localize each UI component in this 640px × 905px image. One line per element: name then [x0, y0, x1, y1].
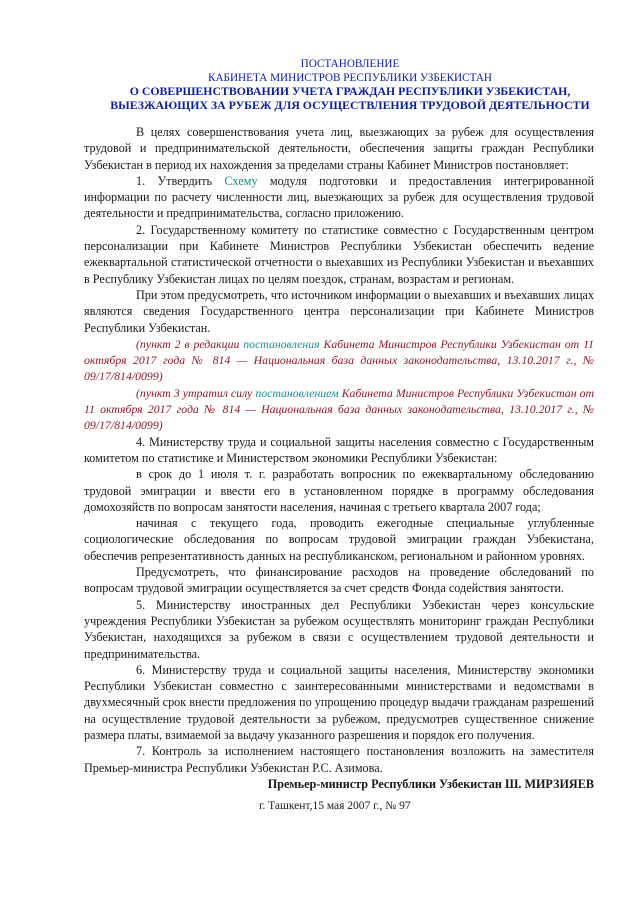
- item-7-paragraph: 7. Контроль за исполнением настоящего постановления возложить на заместителя Премьер-министра Республики Узбекистан Р.С. Азимова.: [84, 744, 594, 775]
- document-body: [84, 124, 594, 814]
- item-1-paragraph: [84, 173, 594, 222]
- item-4-subitem-b: начиная с текущего года, проводить ежегодные специальные углубленные социологические обследования по вопросам трудовой эмиграции граждан Узбекистана, обеспечив репрезентативность данных на республиканском, региональном и районном уровнях.: [84, 516, 594, 563]
- scheme-link[interactable]: Схему: [224, 173, 258, 188]
- resolution-link-1[interactable]: постановления: [243, 336, 320, 351]
- doc-subject-line-2: ВЫЕЗЖАЮЩИХ ЗА РУБЕЖ ДЛЯ ОСУЩЕСТВЛЕНИЯ ТРУДОВОЙ ДЕЯТЕЛЬНОСТИ: [110, 97, 590, 112]
- item-4-paragraph: 4. Министерству труда и социальной защиты населения совместно с Государственным комитетом по статистике и Министерством экономики Республики Узбекистан:: [84, 434, 594, 465]
- note-2-text-start: (пункт 3 утратил силу: [136, 385, 256, 400]
- issuer-title: КАБИНЕТА МИНИСТРОВ РЕСПУБЛИКИ УЗБЕКИСТАН: [207, 71, 493, 84]
- doc-subject-line-1: О СОВЕРШЕНСТВОВАНИИ УЧЕТА ГРАЖДАН РЕСПУБЛИКИ УЗБЕКИСТАН,: [129, 84, 571, 98]
- note-1-text-end: Кабинета Министров Республики Узбекистан от 11 октября 2017 года № 814 — Национальная база данных законодательства, 13.10.2017 г., № 09/17/814/0099): [84, 336, 594, 384]
- document-header: [80, 58, 620, 112]
- item-2-paragraph: 2. Государственному комитету по статистике совместно с Государственным центром персонализации при Кабинете Министров Республики Узбекистан обеспечить ведение ежеквартальной статистической отчетности о выехавших из Республики Узбекистан и въехавших в Республику Узбекистан лицах по целям поездок, странам, возрастам и регионам.: [84, 222, 594, 286]
- resolution-link-2[interactable]: постановлением: [255, 385, 339, 400]
- doc-type-title: ПОСТАНОВЛЕНИЕ: [300, 58, 400, 70]
- item-1-text-end: модуля подготовки и предоставления интегрированной информации по расчету численности лиц, выезжающих за рубеж для осуществления трудовой деятельности и предпринимательства, согласно приложению.: [84, 173, 594, 221]
- item-6-paragraph: 6. Министерству труда и социальной защиты населения, Министерству экономики Республики Узбекистан совместно с заинтересованными министерствами и ведомствами в двухмесячный срок внести предложения по упрощению процедур выдачи гражданам разрешений на осуществление трудовой деятельности за рубежом, предусмотрев существенное снижение размера платы, взимаемой за выдачу указанного разрешения и порядок его получения.: [84, 662, 594, 742]
- place-date: г. Ташкент,15 мая 2007 г., № 97: [259, 800, 411, 813]
- note-1-text-start: (пункт 2 в редакции: [136, 336, 244, 351]
- signature: Премьер-министр Республики Узбекистан Ш. МИРЗИЯЕВ: [267, 776, 594, 791]
- item-5-paragraph: 5. Министерству иностранных дел Республики Узбекистан через консульские учреждения Республики Узбекистан за рубежом осуществлять мониторинг граждан Республики Узбекистан, находящихся за рубежом в связи с осуществлением трудовой деятельности и предпринимательства.: [84, 597, 594, 661]
- amendment-note-2: [84, 385, 594, 434]
- item-2-extra-paragraph: При этом предусмотреть, что источником информации о выехавших и въехавших лицах являются сведения Государственного центра персонализации при Кабинете Министров Республики Узбекистан.: [84, 287, 594, 335]
- item-4-subitem-a: в срок до 1 июля т. г. разработать вопросник по ежеквартальному обследованию трудовой эмиграции и ввести его в установленном порядке в программу обследования домохозяйств по вопросам занятости населения, начиная с третьего квартала 2007 года;: [84, 467, 594, 514]
- item-1-text-start: 1. Утвердить: [136, 173, 225, 188]
- intro-paragraph: В целях совершенствования учета лиц, выезжающих за рубеж для осуществления трудовой и предпринимательской деятельности, обеспечения защиты граждан Республики Узбекистан в период их нахождения за пределами страны Кабинет Министров постановляет:: [84, 125, 594, 172]
- item-4-subitem-c: Предусмотреть, что финансирование расходов на проведение обследований по вопросам трудовой эмиграции осуществляется за счет средств Фонда содействия занятости.: [84, 565, 594, 596]
- amendment-note-1: [84, 336, 594, 385]
- note-2-text-end: Кабинета Министров Республики Узбекистан от 11 октября 2017 года № 814 — Национальная база данных законодательства, 13.10.2017 г., № 09/17/814/0099): [84, 385, 595, 433]
